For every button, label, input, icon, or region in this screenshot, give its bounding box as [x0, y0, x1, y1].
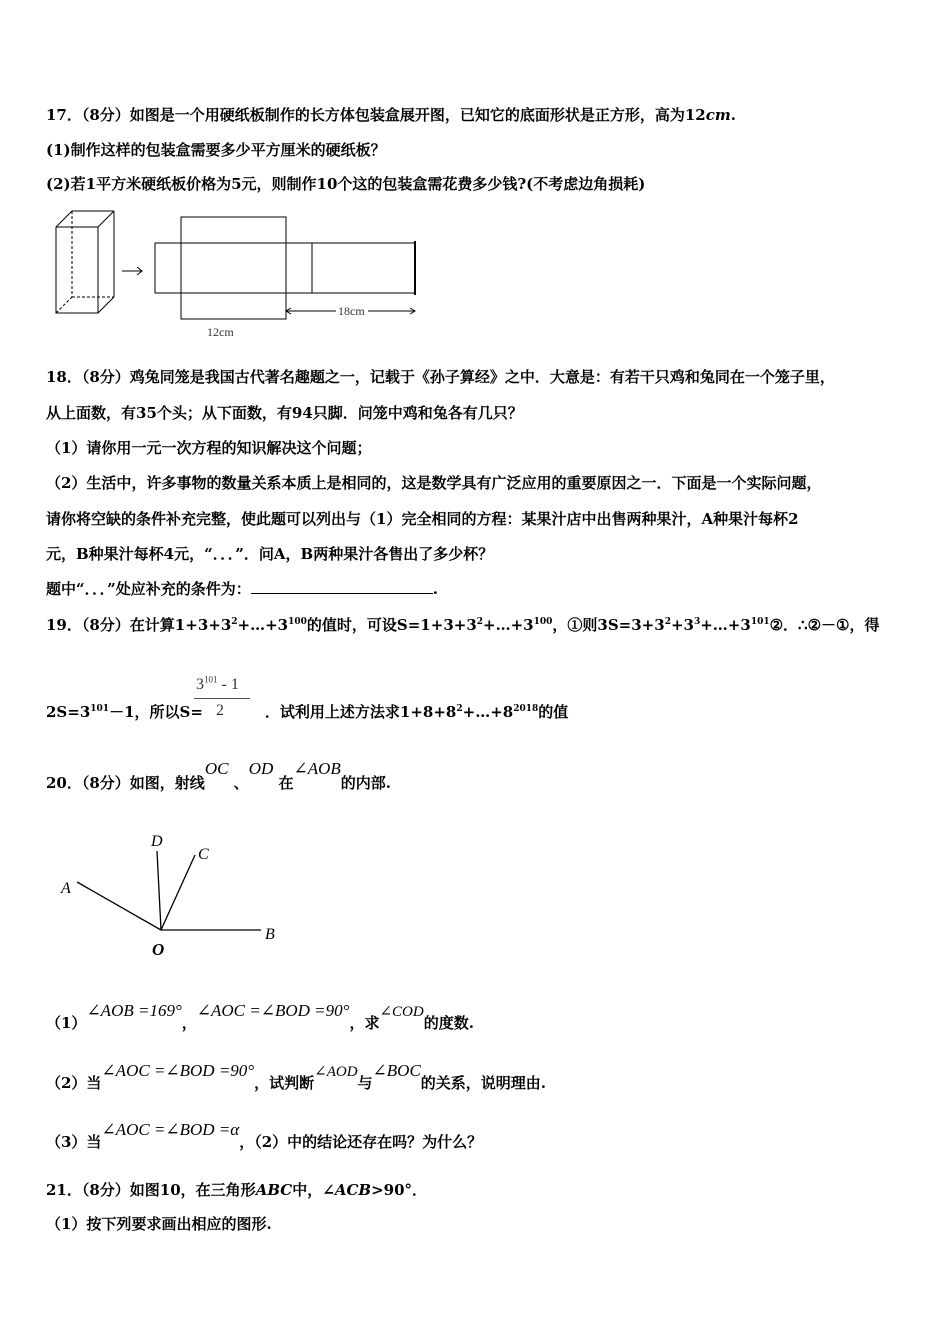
fraction-bar	[194, 698, 250, 699]
q19-seg-d: +…+3	[483, 616, 534, 634]
q19-exp: 100	[533, 617, 553, 627]
q17-part1: (1)制作这样的包装盒需要多少平方厘米的硬纸板？	[46, 141, 386, 159]
q20-stem	[46, 759, 920, 793]
q18-blank-prompt: 题中“．．．”处应补充的条件为：	[46, 580, 251, 598]
q18-line2: 从上面数，有35个头；从下面数，有94只脚．问笼中鸡和兔各有几只？	[46, 404, 523, 422]
q19-seg-c: 的值时，可设S=1+3+3	[306, 616, 477, 634]
q19-exp: 2	[664, 617, 671, 627]
point-c: C	[198, 846, 209, 863]
q19-exp: 100	[288, 617, 307, 627]
q18-end: .	[432, 580, 438, 598]
q19-seg-h: ②．∴②－①，得	[769, 616, 880, 634]
angle-aob: ∠AOB	[293, 759, 341, 778]
q18-line6: 元，B种果汁每杯4元，“．．．”．问A，B两种果汁各售出了多少杯？	[46, 545, 494, 563]
ray-oc-line	[161, 855, 195, 930]
q20-p1-m1: ∠AOB =169°	[86, 1001, 182, 1020]
q21-b: 中，∠	[292, 1181, 335, 1199]
q19-exp: 2	[231, 617, 238, 627]
q20-p2-yu: 与	[357, 1074, 373, 1092]
q19-m5: 的值	[538, 703, 569, 721]
q18-line3: （1）请你用一元一次方程的知识解决这个问题；	[46, 439, 372, 457]
q19-seg-e: ，①则3S=3+3	[552, 616, 665, 634]
q21-a: 21．（8分）如图10，在三角形	[46, 1181, 256, 1199]
q19-seg-b: +…+3	[237, 616, 289, 634]
ray-od-line	[157, 851, 161, 930]
q19-seg-a: 19．（8分）在计算1+3+3	[46, 616, 232, 634]
q20-p1-m3: ∠COD	[379, 1004, 424, 1020]
q19-seg-g: +…+3	[700, 616, 751, 634]
q17-figure	[50, 205, 430, 345]
q19-exp: 101	[750, 617, 770, 627]
q17-part2: (2)若1平方米硬纸板价格为5元，则制作10个这的包装盒需花费多少钱?(不考虑边角损耗)	[46, 175, 646, 193]
q21-c: >90°．	[371, 1181, 428, 1199]
q20-p3-m1: ∠AOC =∠BOD =α	[101, 1120, 240, 1139]
q17-stem-text: 17．（8分）如图是一个用硬纸板制作的长方体包装盒展开图，已知它的底面形状是正方形，高为12	[46, 106, 706, 124]
label-18cm: 18cm	[338, 304, 365, 318]
q20-p1-comma: ，	[181, 1014, 197, 1032]
q20-p2-m3: ∠BOC	[372, 1061, 421, 1080]
q19-m3: ．试利用上述方法求1+8+8	[264, 703, 457, 721]
q20-figure	[55, 825, 295, 965]
label-12cm: 12cm	[207, 325, 234, 339]
q20-a: 20．（8分）如图，射线	[46, 774, 205, 792]
ray-oa	[77, 882, 161, 930]
net-strip	[155, 243, 415, 293]
q20-part2	[46, 1061, 920, 1093]
q19-seg-f: +3	[670, 616, 694, 634]
triangle-abc: ABC	[255, 1181, 293, 1199]
net-top-flap	[181, 217, 286, 243]
frac-base: 3	[196, 676, 204, 693]
q18-line5: 请你将空缺的条件补充完整，使此题可以列出与（1）完全相同的方程：某果汁店中出售两种果汁，A种果汁每杯2	[46, 510, 799, 528]
q20-p1-num: （1）	[46, 1014, 87, 1032]
q19-line1	[46, 614, 920, 635]
ray-oc: OC	[204, 759, 229, 778]
point-d: D	[151, 833, 163, 850]
q18-line1: 18．（8分）鸡兔同笼是我国古代著名趣题之一，记载于《孙子算经》之中．大意是：有若干只鸡和兔同在一个笼子里，	[46, 368, 835, 386]
frac-tail: - 1	[217, 676, 239, 693]
q20-p1-m2: ∠AOC =∠BOD =90°	[196, 1001, 350, 1020]
net-bottom-flap	[181, 293, 286, 319]
q20-zai: 在	[278, 774, 294, 792]
q17-unit: cm	[705, 106, 731, 124]
fraction-denominator: 2	[216, 702, 224, 719]
q20-p1-qiu: ，求	[349, 1014, 380, 1032]
q19-exp: 2	[456, 704, 463, 714]
q20-tail: 的内部.	[340, 774, 392, 792]
q21-stem	[46, 1179, 920, 1200]
ray-od: OD	[248, 759, 274, 778]
q18-line7	[46, 578, 920, 599]
q20-p2-m1: ∠AOC =∠BOD =90°	[101, 1061, 255, 1080]
q20-p2-tail: 的关系，说明理由.	[420, 1074, 547, 1092]
q20-sep: 、	[233, 774, 249, 792]
point-a: A	[61, 880, 71, 897]
q20-p3-tail: ，（2）中的结论还存在吗？为什么？	[239, 1133, 483, 1151]
angle-acb: ACB	[334, 1181, 372, 1199]
q19-m1: 2S=3	[46, 703, 91, 721]
q20-p2-m2: ∠AOD	[314, 1064, 358, 1080]
answer-blank[interactable]	[251, 579, 433, 594]
q19-m4: +…+8	[462, 703, 514, 721]
q20-p2-num: （2）当	[46, 1074, 102, 1092]
q20-p1-tail: 的度数.	[423, 1014, 474, 1032]
q19-line2	[46, 701, 920, 722]
q19-exp: 3	[693, 617, 701, 627]
q20-p3-num: （3）当	[46, 1133, 102, 1151]
frac-exp: 101	[204, 674, 218, 685]
point-o: O	[152, 940, 165, 959]
q17-end: .	[730, 106, 736, 124]
point-b: B	[265, 926, 275, 943]
q19-exp: 2	[476, 617, 484, 627]
q18-line4: （2）生活中，许多事物的数量关系本质上是相同的，这是数学具有广泛应用的重要原因之一．下面是一个实际问题，	[46, 474, 822, 492]
q20-p2-t1: ，试判断	[254, 1074, 315, 1092]
q21-part1: （1）按下列要求画出相应的图形.	[46, 1215, 272, 1233]
fraction-numerator	[196, 676, 239, 694]
q19-exp: 101	[90, 704, 110, 714]
q19-exp: 2018	[513, 704, 539, 714]
q20-part1	[46, 1001, 920, 1033]
cuboid-front-face	[56, 227, 98, 313]
q17-stem	[46, 104, 920, 125]
q19-m2: －1，所以S=	[109, 703, 203, 721]
q20-part3	[46, 1120, 920, 1152]
